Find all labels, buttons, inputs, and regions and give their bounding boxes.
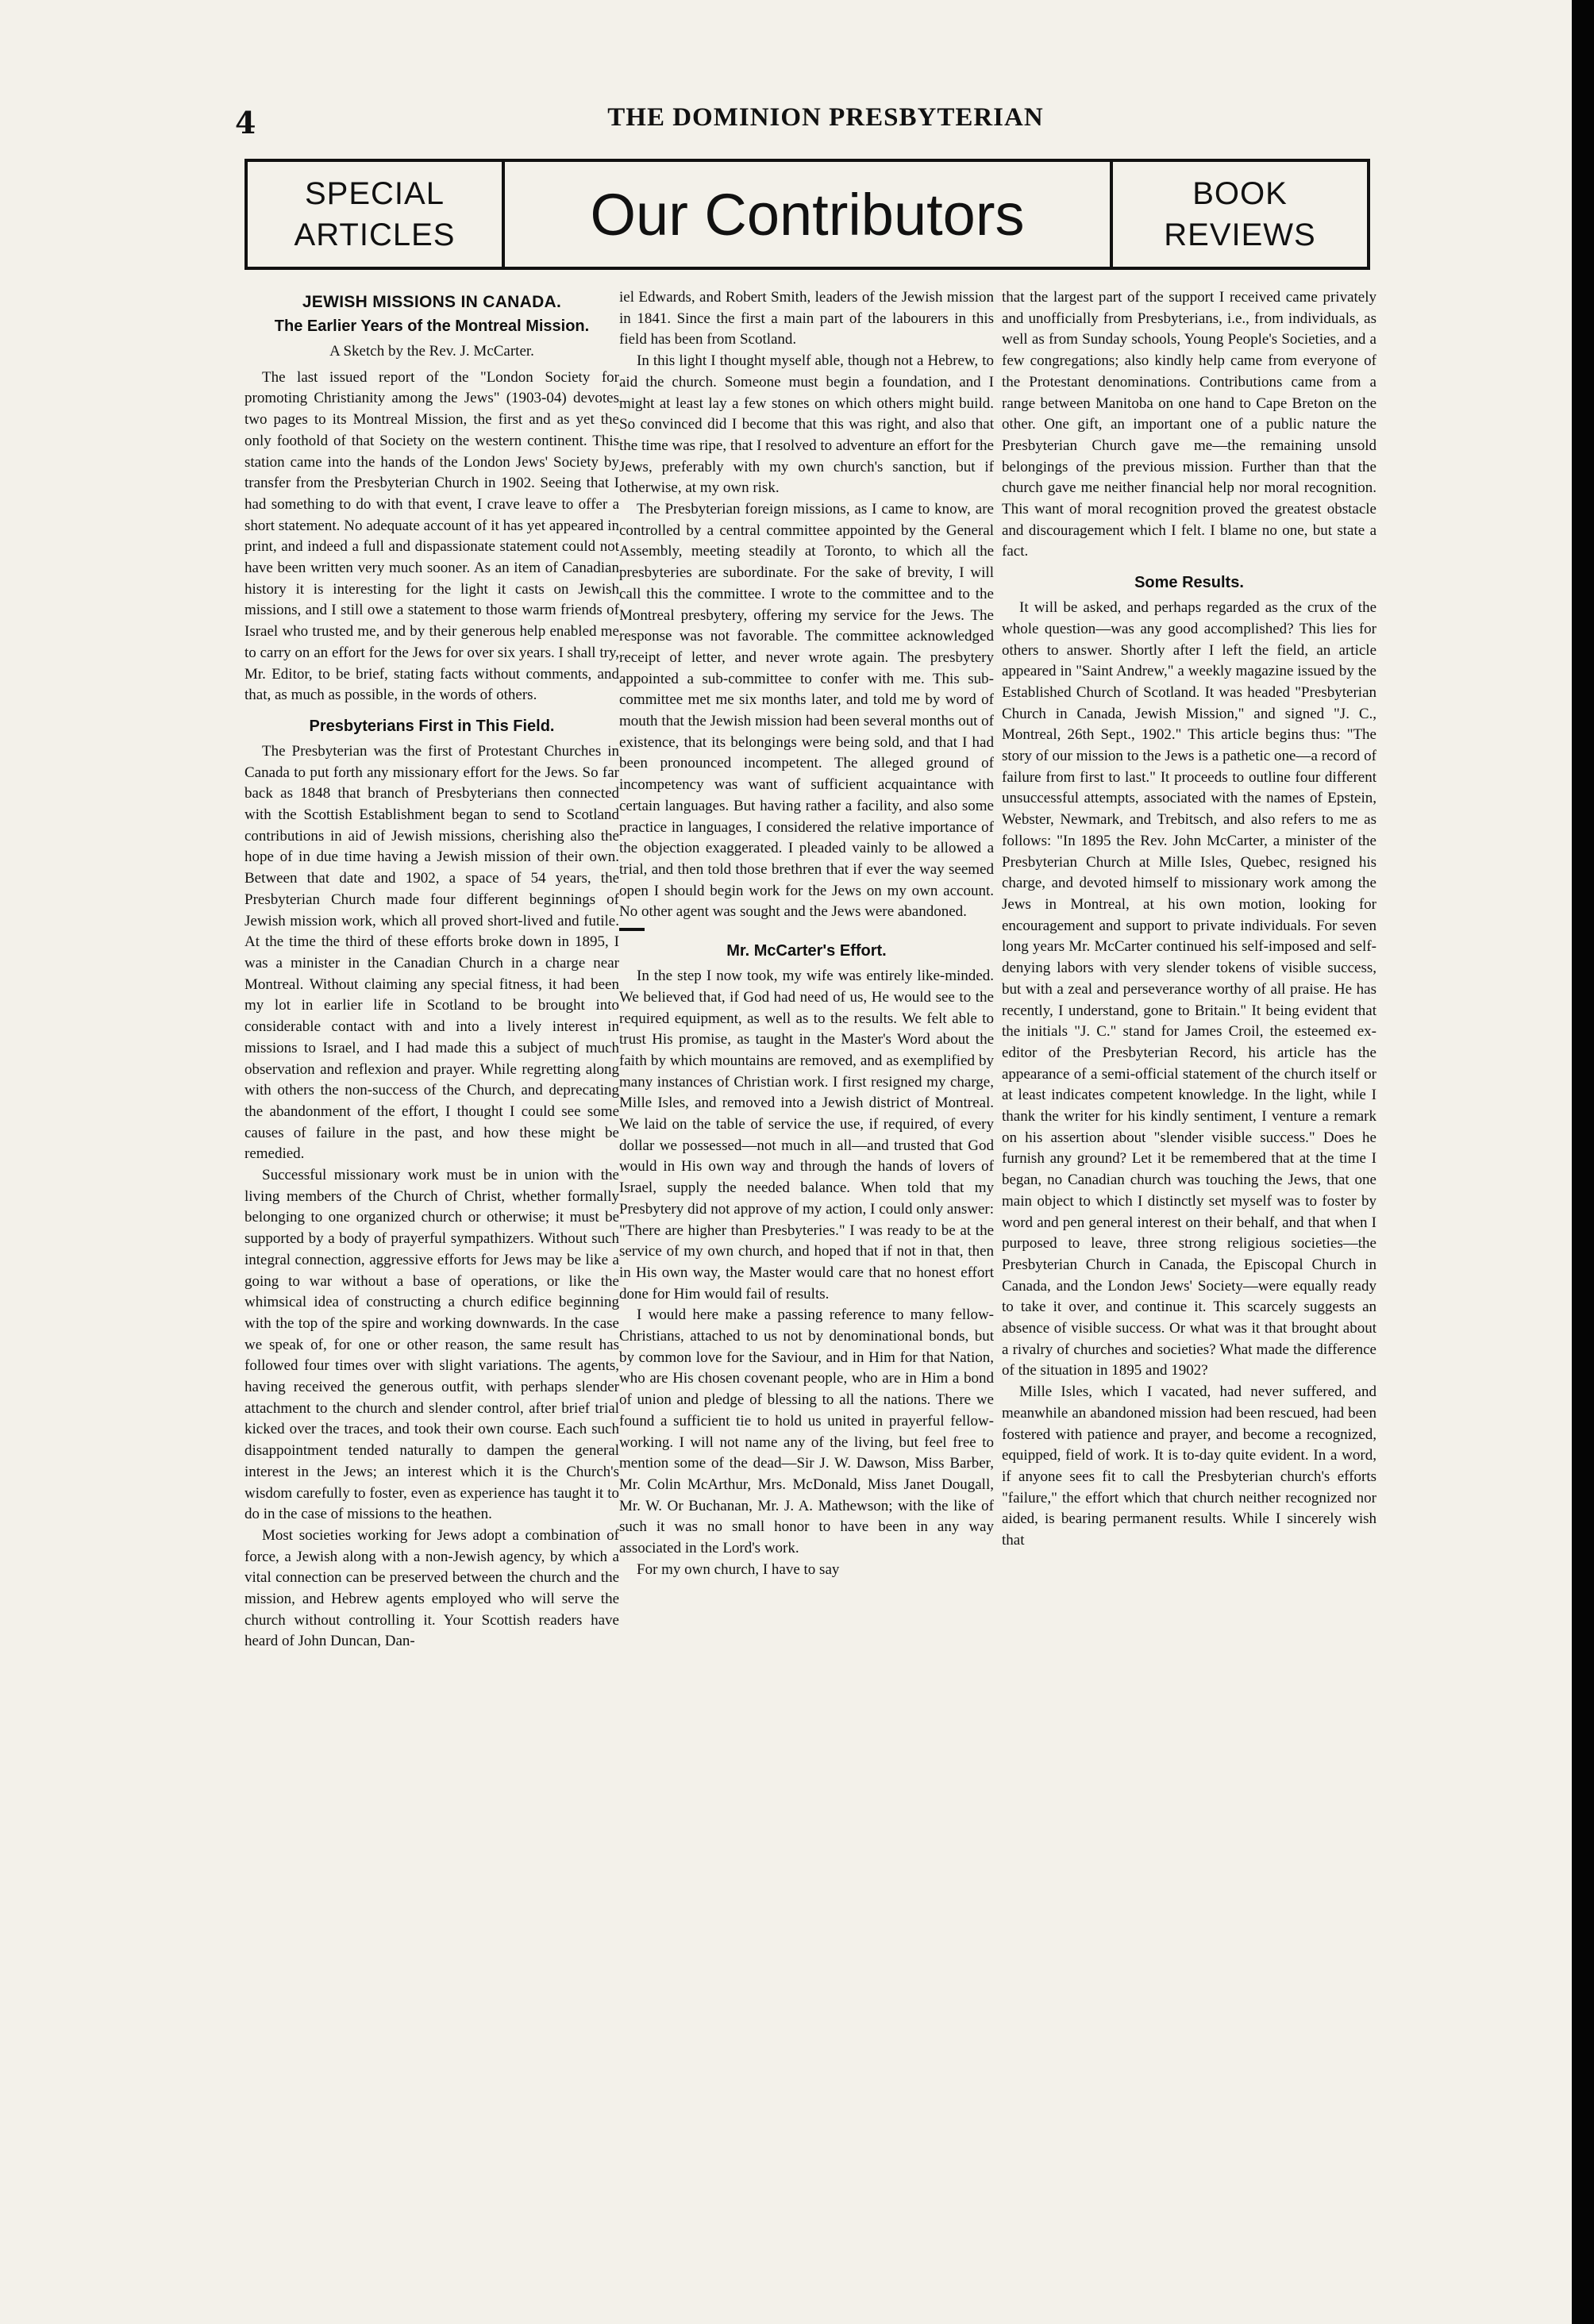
banner-right-line: BOOK [1192, 176, 1288, 211]
article-byline: A Sketch by the Rev. J. McCarter. [329, 343, 534, 360]
article-title: JEWISH MISSIONS IN CANADA. [302, 293, 562, 311]
paragraph: In the step I now took, my wife was entirely like-minded. We believed that, if God had need of us, He would see to the required equipment, as well as to the results. We felt able to trust His promise, as taught in the Master's Word about the faith by which mountains are removed, and as exemplified by many instances of Christian work. I first resigned my charge, Mille Isles, and removed into a Jewish district of Montreal. We laid on the table of service the use, if required, of every dollar we possessed—not much in all—and trusted that God would in His own way and through the hands of lovers of Israel, supply the needed balance. When told that my Presbytery did not approve of my action, I could only answer: "There are higher than Presbyteries." I was ready to be at the service of my own church, and hoped that if not in that, then in His own way, the Master would care that no honest effort done for Him would fail of results. [619, 968, 994, 1302]
running-head: THE DOMINION PRESBYTERIAN [607, 103, 1044, 132]
page-number: 4 [235, 105, 256, 140]
paragraph: iel Edwards, and Robert Smith, leaders of the Jewish mission in 1841. Since the first a main part of the labourers in this field has been from Scotland. [619, 289, 994, 348]
paragraph: In this light I thought myself able, though not a Hebrew, to aid the church. Someone must begin a foundation, and I might at least lay a few stones on which others might build. So convinced did I become that this was right, and also that the time was ripe, that I resolved to adventure an effort for the Jews, preferably with my own church's sanction, but if otherwise, at my own risk. [619, 352, 994, 497]
banner-title: Our Contributors [590, 181, 1025, 248]
banner-book-reviews [1110, 162, 1367, 267]
paragraph: It will be asked, and perhaps regarded as the crux of the whole question—was any good accomplished? This lies for others to answer. Shortly after I left the field, an article appeared in "Saint Andrew," a weekly magazine issued by the Established Church of Scotland. It was headed "Presbyterian Church in Canada, Jewish Mission," and signed "J. C., Montreal, 26th Sept., 1902." This article begins thus: "The story of our mission to the Jews is a pathetic one—a record of failure from first to last." It proceeds to outline four different unsuccessful attempts, associated with the names of Epstein, Webster, Newmark, and Trebitsch, and also refers to me as follows: "In 1895 the Rev. John McCarter, a minister of the Presbyterian Church at Mille Isles, Quebec, resigned his charge, and devoted himself to missionary work among the Jews in Montreal, at his own motion, looking for encouragement and support to private individuals. For seven long years Mr. McCarter continued his self-imposed and self-denying labors with very slender tokens of visible success, but with a zeal and perseverance worthy of all praise. He has recently, I understand, gone to Britain." It being evident that the initials "J. C." stand for James Croil, the esteemed ex-editor of the Presbyterian Record, his article has the appearance of a semi-official statement of the church itself or at least indicates competent knowledge. In the light, while I thank the writer for his kindly sentiment, I venture a remark on his assertion about "slender visible success." Does he furnish any ground? Let it be remembered that at the time I began, no Canadian church was touching the Jews, that one main object to which I distinctly set myself was to foster by word and pen general interest on their behalf, and that when I purposed to leave, three strong religious societies—the Presbyterian Church in Canada, the Episcopal Church in Canada, and the London Jews' Society—were equally ready to take it over, and continue it. This scarcely suggests an absence of visible success. Or what was it that brought about a rivalry of churches and societies? What made the difference of the situation in 1895 and 1902? [1002, 599, 1376, 1379]
article-column-1 [244, 287, 619, 2216]
dash-rule [619, 928, 645, 931]
paragraph: For my own church, I have to say [637, 1560, 840, 1578]
paragraph: Successful missionary work must be in union with the living members of the Church of Christ, whether formally belonging to one organized church or otherwise; it must be supported by a body of prayerful sympathizers. Without such integral connection, aggressive efforts for Jews may be like a going to war without a base of operations, or like the whimsical idea of constructing a church edifice beginning with the top of the spire and working downwards. In the case we speak of, for one or other reason, the same result has followed four times over with slight variations. The agents, having received the generous outfit, with perhaps slender attachment to the church and slender control, after brief trial kicked over the traces, and took their own course. Each such disappointment tended naturally to dampen the general interest in the Jews; an interest which it is the Church's wisdom carefully to foster, even as experience has taught it to do in the case of missions to the heathen. [244, 1167, 619, 1523]
paragraph: Mille Isles, which I vacated, had never suffered, and meanwhile an abandoned mission had been rescued, had been fostered with patience and prayer, and become a recognized, equipped, field of work. It is to-day quite evident. In a word, if anyone sees fit to call the Presbyterian church's efforts "failure," the effort which that church neither recognized nor aided, is bearing permanent results. While I sincerely wish that [1002, 1383, 1376, 1549]
section-heading: Presbyterians First in This Field. [309, 717, 555, 735]
section-heading: Some Results. [1134, 574, 1244, 592]
article-column-2 [619, 287, 994, 2216]
section-heading: Mr. McCarter's Effort. [726, 942, 887, 960]
paragraph: I would here make a passing reference to many fellow-Christians, attached to us not by denominational bonds, but by common love for the Saviour, and in Him for that Nation, who are His chosen covenant people, who are in Him a bond of union and pledge of blessing to all the nations. There we found a sufficient tie to hold us united in prayerful fellow-working. I will not name any of the living, but feel free to mention some of the dead—Sir J. W. Dawson, Miss Barber, Mr. Colin McArthur, Mrs. McDonald, Miss Janet Dougall, Mr. W. Or Buchanan, Mr. J. A. Mathewson; with the like of such it was no small honor to have been in any way associated in the Lord's work. [619, 1306, 994, 1557]
scan-edge [1572, 0, 1594, 2324]
paragraph: The last issued report of the "London Society for promoting Christianity among the Jews" (1903-04) devotes two pages to its Montreal Mission, the first and as yet the only foothold of that Society on the western continent. This station came into the hands of the London Jews' Society by transfer from the Presbyterian Church in 1902. Seeing that I had something to do with that event, I crave leave to offer a short statement. No adequate account of it has yet appeared in print, and indeed a full and dispassionate statement could not have been written very much sooner. As an item of Canadian history it is interesting for the light it casts on Jewish missions, and I still owe a statement to those warm friends of Israel who trusted me, and by their generous help enabled me to carry on an effort for the Jews for over six years. I shall try, Mr. Editor, to be brief, stating facts without comments, and that, as much as possible, in the words of others. [244, 368, 619, 704]
paragraph: The Presbyterian foreign missions, as I came to know, are controlled by a central committee appointed by the General Assembly, meeting steadily at Toronto, to which all the presbyteries are subordinate. For the sake of brevity, I will call this the committee. I wrote to the committee and to the Montreal presbytery, offering my service for the Jews. The response was not favorable. The committee acknowledged receipt of letter, and never wrote again. The presbytery appointed a sub-committee to confer with me. This sub-committee met me six months later, and told me by word of mouth that the Jewish mission had been several months out of existence, that its belongings were being sold, and that I had been pronounced incompetent. The alleged ground of incompetency was want of sufficient acquaintance with certain languages. But having rather a facility, and also some practice in languages, I considered the relative importance of the objection exaggerated. I pleaded vainly to be allowed a trial, and then told those brethren that if ever the way seemed open I should begin work for the Jews on my own account. No other agent was sought and the Jews were abandoned. [619, 501, 994, 921]
paragraph: that the largest part of the support I received came privately and unofficially from Presbyterians, i.e., from individuals, as well as from Sunday schools, Young People's Societies, and a few congregations; also kindly help came from everyone of the Protestant denominations. Contributions came from a range between Manitoba on one hand to Cape Breton on the other. One gift, an important one of a public nature the Presbyterian Church gave me—the remaining unsold belongings of the previous mission. Further than that the church gave me neither financial help nor moral recognition. This want of moral recognition proved the greatest obstacle and discouragement which I felt. I blame no one, but state a fact. [1002, 289, 1376, 560]
paragraph: Most societies working for Jews adopt a combination of force, a Jewish along with a non-Jewish agency, by which a vital connection can be preserved between the church and the mission, and Hebrew agents employed who will serve the church without controlling it. Your Scottish readers have heard of John Duncan, Dan- [244, 1526, 619, 1650]
banner-left-line: SPECIAL [305, 176, 445, 211]
article-subtitle: The Earlier Years of the Montreal Mission. [274, 317, 590, 335]
article-column-3 [1002, 287, 1376, 2216]
banner-left-line: ARTICLES [294, 217, 456, 252]
banner-special-articles [248, 162, 505, 267]
banner-right-line: REVIEWS [1164, 217, 1316, 252]
section-banner [244, 159, 1370, 270]
paragraph: The Presbyterian was the first of Protestant Churches in Canada to put forth any missionary effort for the Jews. So far back as 1848 that branch of Presbyterians then connected with the Scottish Establishment began to send to Scotland contributions in aid of Jewish missions, cherishing also the hope of in due time having a Jewish mission of their own. Between that date and 1902, a space of 54 years, the Presbyterian Church made four different beginnings of Jewish mission work, which all proved short-lived and futile. At the time the third of these efforts broke down in 1895, I was a minister in the Canadian Church in a charge near Montreal. Without claiming any special fitness, it had been my lot in earlier life in Scotland to be brought into considerable contact with and into a lively interest in missions to Israel, and I had made this a subject of much observation and reflexion and prayer. While regretting along with others the non-success of the Church, and deprecating the abandonment of the effort, I thought I could see some causes of failure in the past, and how these might be remedied. [244, 742, 619, 1163]
